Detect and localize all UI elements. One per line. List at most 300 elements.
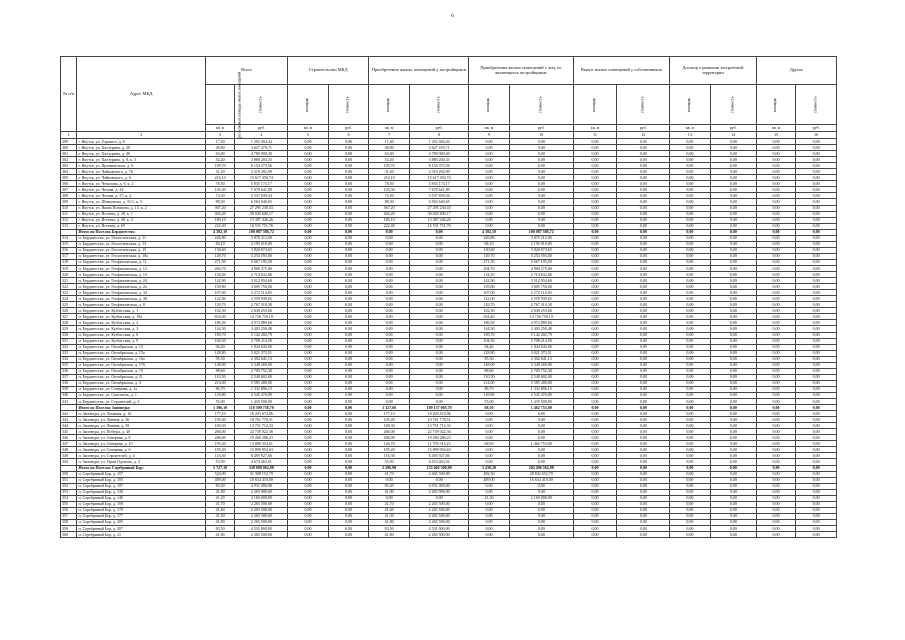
value-cell: 0,00	[509, 139, 573, 145]
value-cell: 0,00	[710, 157, 756, 163]
value-cell: 0,00	[573, 380, 617, 386]
value-cell: 4 900 275,00	[509, 265, 573, 271]
value-cell: 404,20	[369, 211, 410, 217]
value-cell: 0,00	[409, 302, 468, 308]
value-cell: 0,00	[670, 235, 711, 241]
value-cell: 0,00	[670, 181, 711, 187]
value-cell: 0,00	[469, 447, 510, 453]
value-cell: 0,00	[617, 429, 670, 435]
value-cell: 0,00	[469, 223, 510, 229]
value-cell: 1 292 404,44	[235, 139, 288, 145]
value-cell: 0,00	[710, 199, 756, 205]
value-cell: 0,00	[469, 526, 510, 532]
value-cell: 0,00	[288, 259, 329, 265]
value-cell: 19 260 286,23	[235, 435, 288, 441]
value-cell: 0,00	[617, 278, 670, 284]
value-cell: 0,00	[670, 465, 711, 471]
value-cell: 0,00	[710, 447, 756, 453]
value-cell: 88,30	[369, 199, 410, 205]
value-cell: 0,00	[796, 241, 837, 247]
value-cell: 0,00	[710, 405, 756, 411]
value-cell: 0,00	[670, 362, 711, 368]
value-cell: 4 531 000,00	[409, 526, 468, 532]
value-cell: 0,00	[573, 308, 617, 314]
value-cell: 0,00	[670, 302, 711, 308]
value-cell: 2 265 500,00	[235, 507, 288, 513]
value-cell: 126,70	[369, 441, 410, 447]
column-number-cell: 12	[617, 132, 670, 139]
value-cell: 0,00	[288, 507, 329, 513]
value-cell: 0,00	[509, 145, 573, 151]
value-cell: 0,00	[617, 526, 670, 532]
value-cell: 4 392,10	[469, 229, 510, 235]
row-number-cell: 355	[61, 501, 77, 507]
value-cell: 0,00	[617, 145, 670, 151]
value-cell: 0,00	[670, 314, 711, 320]
value-cell: 0,00	[796, 320, 837, 326]
value-cell: 0,00	[796, 489, 837, 495]
value-cell: 0,00	[573, 423, 617, 429]
value-cell: 0,00	[509, 187, 573, 193]
value-cell: 489,00	[205, 477, 235, 483]
value-cell: 0,00	[756, 477, 796, 483]
value-cell: 0,00	[617, 459, 670, 465]
value-cell: 0,00	[328, 380, 369, 386]
value-cell: 0,00	[756, 253, 796, 259]
value-cell: 0,00	[710, 241, 756, 247]
address-cell: п. Бердигестях, ул. Геофизическая, д. 12	[77, 265, 205, 271]
address-cell: п. Бердигестях, ул. Геологическая, д. 15	[77, 247, 205, 253]
value-cell: 0,00	[328, 253, 369, 259]
column-number-cell: 9	[469, 132, 510, 139]
value-cell: 0,00	[796, 526, 837, 532]
value-cell: 0,00	[617, 405, 670, 411]
value-cell: 0,00	[796, 495, 837, 501]
value-cell: 0,00	[409, 253, 468, 259]
unit-cell: руб.	[509, 125, 573, 132]
value-cell: 15 899 954,63	[235, 447, 288, 453]
value-cell: 0,00	[617, 302, 670, 308]
value-cell: 0,00	[756, 459, 796, 465]
sub-header-label: стоимость	[640, 96, 645, 114]
value-cell: 0,00	[573, 405, 617, 411]
value-cell: 0,00	[710, 507, 756, 513]
row-number-cell: 316	[61, 247, 77, 253]
value-cell: 0,00	[710, 145, 756, 151]
value-cell: 74,50	[369, 193, 410, 199]
value-cell: 4 972 889,60	[509, 320, 573, 326]
value-cell: 13 387 446,26	[235, 217, 288, 223]
value-cell: 0,00	[617, 157, 670, 163]
row-number-cell: 350	[61, 459, 77, 465]
value-cell: 0,00	[573, 229, 617, 235]
value-cell: 0,00	[670, 453, 711, 459]
sub-header-cell	[328, 85, 369, 125]
value-cell: 0,00	[509, 507, 573, 513]
value-cell: 144,50	[205, 326, 235, 332]
value-cell: 0,00	[328, 187, 369, 193]
value-cell: 0,00	[670, 411, 711, 417]
value-cell: 0,00	[670, 241, 711, 247]
row-number-cell: 328	[61, 320, 77, 326]
address-cell: п. Серебряный Бор, д. 146	[77, 495, 205, 501]
value-cell: 0,00	[573, 217, 617, 223]
value-cell: 0,00	[710, 139, 756, 145]
value-cell: 0,00	[710, 338, 756, 344]
value-cell: 41,80	[369, 532, 410, 538]
value-cell: 0,00	[756, 405, 796, 411]
value-cell: 0,00	[756, 139, 796, 145]
value-cell: 0,00	[617, 356, 670, 362]
value-cell: 0,00	[469, 429, 510, 435]
value-cell: 0,00	[328, 181, 369, 187]
value-cell: 0,00	[573, 483, 617, 489]
address-cell: п. Заповеды, ул. Ленина, д. 38	[77, 423, 205, 429]
value-cell: 0,00	[617, 235, 670, 241]
value-cell: 0,00	[796, 217, 837, 223]
value-cell: 0,00	[710, 386, 756, 392]
row-number-cell: 329	[61, 326, 77, 332]
value-cell: 0,00	[469, 187, 510, 193]
value-cell: 0,00	[328, 151, 369, 157]
address-cell: п. Бердигестях, ул. Октябрьская, д. 16а	[77, 356, 205, 362]
value-cell: 0,00	[573, 181, 617, 187]
value-cell: 63,00	[369, 151, 410, 157]
value-cell: 0,00	[573, 513, 617, 519]
address-cell: п. Бердигестях, ул. Октябрьская, д. 17б	[77, 362, 205, 368]
value-cell: 0,00	[796, 417, 837, 423]
value-cell: 68,50	[469, 441, 510, 447]
value-cell: 0,00	[796, 392, 837, 398]
row-number-cell: 303	[61, 163, 77, 169]
sub-header-cell	[409, 85, 468, 125]
value-cell: 0,00	[469, 483, 510, 489]
value-cell: 0,00	[617, 513, 670, 519]
value-cell: 3 627 470,71	[235, 145, 288, 151]
address-cell: п. Заповеды, ул. Героя Одонова, д. 4	[77, 459, 205, 465]
column-number-cell: 6	[328, 132, 369, 139]
value-cell: 0,00	[670, 399, 711, 405]
value-cell: 63,00	[205, 151, 235, 157]
value-cell: 0,00	[328, 145, 369, 151]
address-cell: п. Бердигестях, ул. Строителей, д. 2	[77, 399, 205, 405]
value-cell: 0,00	[670, 386, 711, 392]
value-cell: 0,00	[756, 513, 796, 519]
row-number-cell: 358	[61, 519, 77, 525]
value-cell: 0,00	[670, 441, 711, 447]
value-cell: 0,00	[617, 399, 670, 405]
value-cell: 0,00	[509, 157, 573, 163]
value-cell: 5 667 195,50	[235, 259, 288, 265]
value-cell: 4 900 275,00	[235, 265, 288, 271]
value-cell: 116,30	[205, 453, 235, 459]
value-cell: 0,00	[469, 417, 510, 423]
value-cell: 0,00	[288, 483, 329, 489]
value-cell: 0,00	[328, 362, 369, 368]
address-cell: Итого по Поселок Серебряный Бор:	[77, 465, 205, 471]
value-cell: 0,00	[409, 350, 468, 356]
row-number-cell: 315	[61, 241, 77, 247]
value-cell: 0,00	[573, 332, 617, 338]
value-cell: 0,00	[796, 229, 837, 235]
value-cell: 5 142 202,79	[509, 332, 573, 338]
row-number-cell: 341	[61, 399, 77, 405]
row-number-cell: 338	[61, 380, 77, 386]
value-cell: 5 537 839,34	[409, 193, 468, 199]
value-cell: 0,00	[756, 429, 796, 435]
address-cell: п. Бердигестях, ул. Геофизическая, д. 8	[77, 302, 205, 308]
value-cell: 0,00	[670, 368, 711, 374]
value-cell: 266,00	[205, 429, 235, 435]
value-cell: 3 512 954,60	[509, 278, 573, 284]
value-cell: 0,00	[710, 501, 756, 507]
row-number-cell: 333	[61, 350, 77, 356]
value-cell: 8 495 927,66	[235, 453, 288, 459]
value-cell: 0,00	[796, 247, 837, 253]
value-cell: 0,00	[328, 284, 369, 290]
value-cell: 0,00	[369, 350, 410, 356]
value-cell: 0,00	[369, 247, 410, 253]
value-cell: 0,00	[710, 392, 756, 398]
sub-header-label: площадь	[486, 97, 491, 113]
value-cell: 53,90	[205, 459, 235, 465]
value-cell: 0,00	[509, 163, 573, 169]
value-cell: 41,50	[205, 513, 235, 519]
value-cell: 0,00	[469, 139, 510, 145]
value-cell: 0,00	[670, 344, 711, 350]
value-cell: 0,00	[573, 429, 617, 435]
value-cell: 0,00	[328, 519, 369, 525]
value-cell: 78,50	[205, 181, 235, 187]
value-cell: 0,00	[670, 489, 711, 495]
value-cell: 0,00	[509, 429, 573, 435]
value-cell: 0,00	[617, 211, 670, 217]
value-cell: 0,00	[670, 429, 711, 435]
value-cell: 0,00	[756, 344, 796, 350]
value-cell: 0,00	[710, 169, 756, 175]
value-cell: 0,00	[288, 139, 329, 145]
value-cell: 0,00	[573, 435, 617, 441]
value-cell: 0,00	[796, 181, 837, 187]
value-cell: 5 585 400,00	[509, 380, 573, 386]
value-cell: 2 272 114,83	[235, 290, 288, 296]
row-number-cell: 313	[61, 223, 77, 229]
value-cell: 0,00	[796, 362, 837, 368]
value-cell: 129,70	[469, 302, 510, 308]
value-cell: 0,00	[469, 453, 510, 459]
value-cell: 0,00	[288, 175, 329, 181]
row-number-cell: 350	[61, 471, 77, 477]
value-cell: 2 705 752,30	[235, 368, 288, 374]
value-cell: 0,00	[617, 332, 670, 338]
sub-header-cell	[369, 85, 410, 125]
value-cell: 0,00	[756, 265, 796, 271]
address-cell: Итого по Поселок Заповеды:	[77, 405, 205, 411]
value-cell: 14 726 759,19	[509, 314, 573, 320]
value-cell: 0,00	[573, 139, 617, 145]
value-cell: 0,00	[670, 205, 711, 211]
unit-cell: руб.	[235, 125, 288, 132]
unit-cell: руб.	[328, 125, 369, 132]
value-cell: 0,00	[670, 423, 711, 429]
value-cell: 0,00	[670, 253, 711, 259]
value-cell: 0,00	[509, 151, 573, 157]
row-number-cell: 321	[61, 278, 77, 284]
value-cell: 0,00	[710, 417, 756, 423]
value-cell: 0,00	[710, 284, 756, 290]
value-cell: 4 392,10	[205, 229, 235, 235]
value-cell: 0,00	[670, 187, 711, 193]
value-cell: 0,00	[409, 392, 468, 398]
value-cell: 0,00	[288, 513, 329, 519]
value-cell: 0,00	[509, 489, 573, 495]
value-cell: 159,80	[205, 284, 235, 290]
address-cell: г. Якутск, ул. Халтурина, д. 40	[77, 151, 205, 157]
value-cell: 110,50	[469, 374, 510, 380]
value-cell: 4 531 000,00	[235, 526, 288, 532]
value-cell: 30 045 600,17	[235, 211, 288, 217]
value-cell: 210,10	[205, 175, 235, 181]
value-cell: 28 842 652,79	[509, 471, 573, 477]
value-cell: 2 160 000,00	[509, 495, 573, 501]
value-cell: 0,00	[710, 326, 756, 332]
value-cell: 2 265 500,00	[409, 507, 468, 513]
value-cell: 0,00	[469, 211, 510, 217]
value-cell: 186,50	[469, 320, 510, 326]
value-cell: 0,00	[617, 386, 670, 392]
value-cell: 0,00	[328, 259, 369, 265]
group-header-developers: Приобретение жилых помещений у застройщиков	[369, 57, 469, 85]
value-cell: 0,00	[509, 417, 573, 423]
value-cell: 3 254 593,00	[509, 253, 573, 259]
value-cell: 4 674 463,91	[409, 459, 468, 465]
value-cell: 0,00	[369, 326, 410, 332]
row-number-cell: 360	[61, 532, 77, 538]
value-cell: 0,00	[469, 435, 510, 441]
sub-header-cell	[288, 85, 329, 125]
value-cell: 0,00	[469, 163, 510, 169]
value-cell: 0,00	[573, 290, 617, 296]
value-cell: 0,00	[756, 380, 796, 386]
value-cell: 0,00	[617, 187, 670, 193]
value-cell: 0,00	[509, 205, 573, 211]
value-cell: 0,00	[670, 501, 711, 507]
value-cell: 0,00	[796, 453, 837, 459]
value-cell: 0,00	[756, 386, 796, 392]
value-cell: 0,00	[670, 374, 711, 380]
sub-header-cell	[235, 85, 288, 125]
value-cell: 0,00	[573, 157, 617, 163]
row-number-cell: 317	[61, 253, 77, 259]
value-cell: 0,00	[328, 465, 369, 471]
value-cell: 0,00	[573, 374, 617, 380]
value-cell: 195,20	[205, 447, 235, 453]
value-cell: 0,00	[617, 495, 670, 501]
row-number-cell: 332	[61, 344, 77, 350]
value-cell: 0,00	[288, 278, 329, 284]
value-cell: 0,00	[288, 181, 329, 187]
value-cell: 128,80	[469, 350, 510, 356]
value-cell: 0,00	[710, 229, 756, 235]
value-cell: 0,00	[469, 205, 510, 211]
value-cell: 654,40	[469, 314, 510, 320]
value-cell: 8 154 373,56	[235, 163, 288, 169]
value-cell: 0,00	[756, 169, 796, 175]
value-cell: 0,00	[328, 495, 369, 501]
value-cell: 0,00	[409, 326, 468, 332]
row-number-cell: 359	[61, 526, 77, 532]
row-number-cell: 336	[61, 368, 77, 374]
value-cell: 0,00	[756, 417, 796, 423]
column-number-cell: 16	[796, 132, 837, 139]
value-cell: 0,00	[617, 199, 670, 205]
value-cell: 0,00	[670, 163, 711, 169]
value-cell: 0,00	[710, 477, 756, 483]
value-cell: 3 880 204,33	[235, 157, 288, 163]
value-cell: 180,10	[205, 217, 235, 223]
value-cell: 2 319 202,99	[235, 169, 288, 175]
column-number-cell: 5	[288, 132, 329, 139]
value-cell: 3 826 674,65	[235, 247, 288, 253]
value-cell: 0,00	[369, 380, 410, 386]
value-cell: 0,00	[670, 380, 711, 386]
value-cell: 0,00	[617, 392, 670, 398]
value-cell: 0,00	[369, 235, 410, 241]
value-cell: 0,00	[796, 332, 837, 338]
value-cell: 0,00	[409, 477, 468, 483]
value-cell: 0,00	[328, 405, 369, 411]
value-cell: 41,70	[205, 501, 235, 507]
value-cell: 78,50	[369, 181, 410, 187]
value-cell: 0,00	[509, 435, 573, 441]
value-cell: 0,00	[469, 489, 510, 495]
value-cell: 0,00	[288, 519, 329, 525]
value-cell: 0,00	[796, 278, 837, 284]
value-cell: 0,00	[288, 374, 329, 380]
value-cell: 2 265 500,00	[235, 519, 288, 525]
value-cell: 0,00	[328, 241, 369, 247]
sub-header-label: площадь	[773, 97, 778, 113]
value-cell: 0,00	[369, 477, 410, 483]
value-cell: 2 630 253,60	[509, 308, 573, 314]
value-cell: 0,00	[369, 241, 410, 247]
value-cell: 0,00	[573, 253, 617, 259]
value-cell: 1 944 043,06	[235, 344, 288, 350]
address-cell: п. Серебряный Бор, д. 21	[77, 532, 205, 538]
value-cell: 0,00	[409, 247, 468, 253]
value-cell: 0,00	[328, 386, 369, 392]
value-cell: 0,00	[288, 332, 329, 338]
value-cell: 0,00	[710, 374, 756, 380]
value-cell: 0,00	[796, 326, 837, 332]
value-cell: 0,00	[288, 314, 329, 320]
value-cell: 0,00	[796, 447, 837, 453]
value-cell: 94,40	[469, 344, 510, 350]
sub-header-label: площадь	[686, 97, 691, 113]
row-number-cell: 331	[61, 338, 77, 344]
value-cell: 0,00	[670, 211, 711, 217]
value-cell: 2 265 500,00	[409, 501, 468, 507]
value-cell: 0,00	[617, 272, 670, 278]
value-cell: 0,00	[796, 350, 837, 356]
value-cell: 0,00	[288, 453, 329, 459]
row-number-cell: 339	[61, 386, 77, 392]
value-cell: 0,00	[409, 259, 468, 265]
value-cell: 169,70	[469, 332, 510, 338]
value-cell: 0,00	[756, 441, 796, 447]
value-cell: 1 462 753,00	[509, 441, 573, 447]
sub-header-cell	[469, 85, 510, 125]
